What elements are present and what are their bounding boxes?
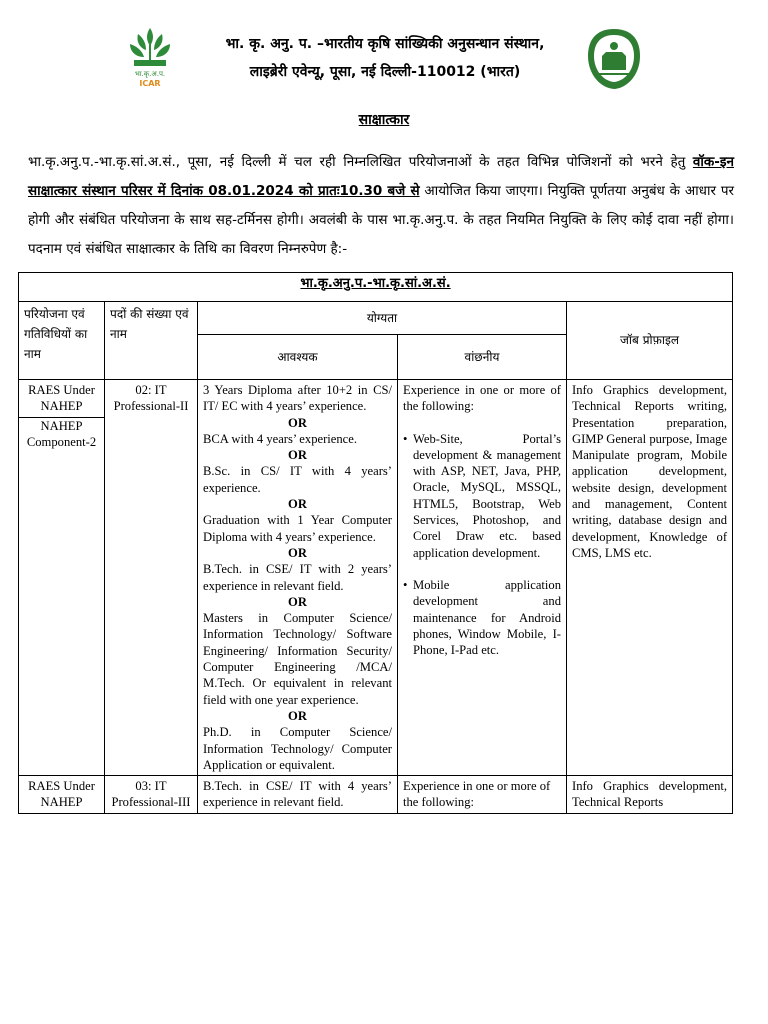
positions-table	[18, 272, 733, 814]
or-label: OR	[288, 415, 307, 430]
intro-date-highlight: वॉक-इन साक्षात्कार संस्थान परिसर में दिनांक 08.01.2024 को प्रातः10.30 बजे से	[28, 154, 734, 199]
essential-item: BCA with 4 years’ experience.	[203, 431, 357, 446]
intro-paragraph	[28, 148, 734, 264]
table-row	[19, 380, 733, 776]
or-label: OR	[288, 708, 307, 723]
icar-logo	[124, 24, 176, 92]
project-cell	[19, 380, 105, 776]
project-name: RAES Under NAHEP	[28, 383, 95, 414]
intro-text-2: आयोजित किया जाएगा। नियुक्ति पूर्णतया अनुबंध के आधार पर होगी और संबंधित परियोजना के साथ सह-टर्मिनस होगी। अवलंबी के पास भा.कृ.अनु.प. के तहत नियमित नियुक्ति के लिए कोई दावा नहीं होगा। पदनाम एवं संबंधित साक्षात्कार के तिथि का विवरण निम्नरुपेण है:-	[28, 183, 735, 257]
icar-wordmark: ICAR	[139, 79, 161, 88]
or-label: OR	[288, 448, 307, 463]
svg-text:भा.कृ.अ.प.: भा.कृ.अ.प.	[134, 70, 166, 78]
header-desirable: वांछनीय	[398, 335, 567, 380]
table-title: भा.कृ.अनु.प.-भा.कृ.सां.अ.सं.	[19, 273, 733, 302]
desirable-item: Web-Site, Portal’s development & management with ASP, NET, Java, PHP, Oracle, MySQL, MSSQL, HTML5, Bootstrap, Web Services, Photoshop, and Corel Draw etc. based application development.	[413, 431, 561, 560]
desirable-cell	[398, 380, 567, 776]
header-posts: पदों की संख्या एवं नाम	[105, 302, 198, 380]
job-profile-cell: Info Graphics development, Technical Reports writing, Presentation preparation, GIMP General purpose, Image Manipulate program, Mobile application development, website design, development and management, Content writing, database design and development, Knowledge of CMS, LMS etc.	[567, 380, 733, 776]
page-heading: साक्षात्कार	[358, 112, 410, 128]
header-job-profile: जॉब प्रोफ़ाइल	[567, 302, 733, 380]
essential-cell: B.Tech. in CSE/ IT with 4 years’ experience in relevant field.	[198, 776, 398, 814]
list-item	[403, 577, 561, 658]
header-essential: आवश्यक	[198, 335, 398, 380]
institute-name: भा. कृ. अनु. प. –भारतीय कृषि सांख्यिकी अनुसन्धान संस्थान,	[225, 36, 545, 52]
or-label: OR	[288, 497, 307, 512]
project-component: NAHEP Component-2	[19, 417, 104, 451]
essential-item: B.Tech. in CSE/ IT with 2 years’ experience in relevant field.	[203, 562, 392, 593]
desirable-item: Mobile application development and maintenance for Android phones, Window Mobile, I-Phone, I-Pad etc.	[413, 577, 561, 658]
essential-cell	[198, 380, 398, 776]
header-project: परियोजना एवं गतिविधियों का नाम	[19, 302, 105, 380]
bullet-icon: •	[403, 577, 408, 592]
bullet-icon: •	[403, 431, 408, 446]
table-row	[19, 776, 733, 814]
essential-item: B.Sc. in CS/ IT with 4 years’ experience.	[203, 464, 392, 495]
list-item	[403, 431, 561, 561]
intro-text-1: भा.कृ.अनु.प.-भा.कृ.सां.अ.सं., पूसा, नई दिल्ली में चल रही निम्नलिखित परियोजनाओं के तहत विभिन्न पोजिशनों को भरने हेतु	[28, 154, 693, 170]
or-label: OR	[288, 594, 307, 609]
posts-cell: 02: IT Professional-II	[105, 380, 198, 776]
essential-item: Ph.D. in Computer Science/ Information Technology/ Computer Application or equivalent.	[203, 725, 392, 772]
essential-item: 3 Years Diploma after 10+2 in CS/ IT/ EC with 4 years’ experience.	[203, 383, 392, 414]
job-profile-cell: Info Graphics development, Technical Reports	[567, 776, 733, 814]
institute-address: लाइब्रेरी एवेन्यू, पूसा, नई दिल्ली-110012 (भारत)	[249, 64, 521, 80]
header-qualification: योग्यता	[198, 302, 567, 335]
iasri-logo	[584, 26, 644, 92]
essential-item: Graduation with 1 Year Computer Diploma with 4 years’ experience.	[203, 513, 392, 544]
desirable-cell: Experience in one or more of the following:	[398, 776, 567, 814]
desirable-intro: Experience in one or more of the following:	[403, 383, 561, 414]
letterhead	[0, 0, 768, 100]
project-cell: RAES Under NAHEP	[19, 776, 105, 814]
or-label: OR	[288, 545, 307, 560]
posts-cell: 03: IT Professional-III	[105, 776, 198, 814]
essential-item: Masters in Computer Science/ Information Technology/ Software Engineering/ Information Security/ Computer Engineering /MCA/ M.Tech. Or equivalent in relevant field with one year experience.	[203, 611, 392, 707]
